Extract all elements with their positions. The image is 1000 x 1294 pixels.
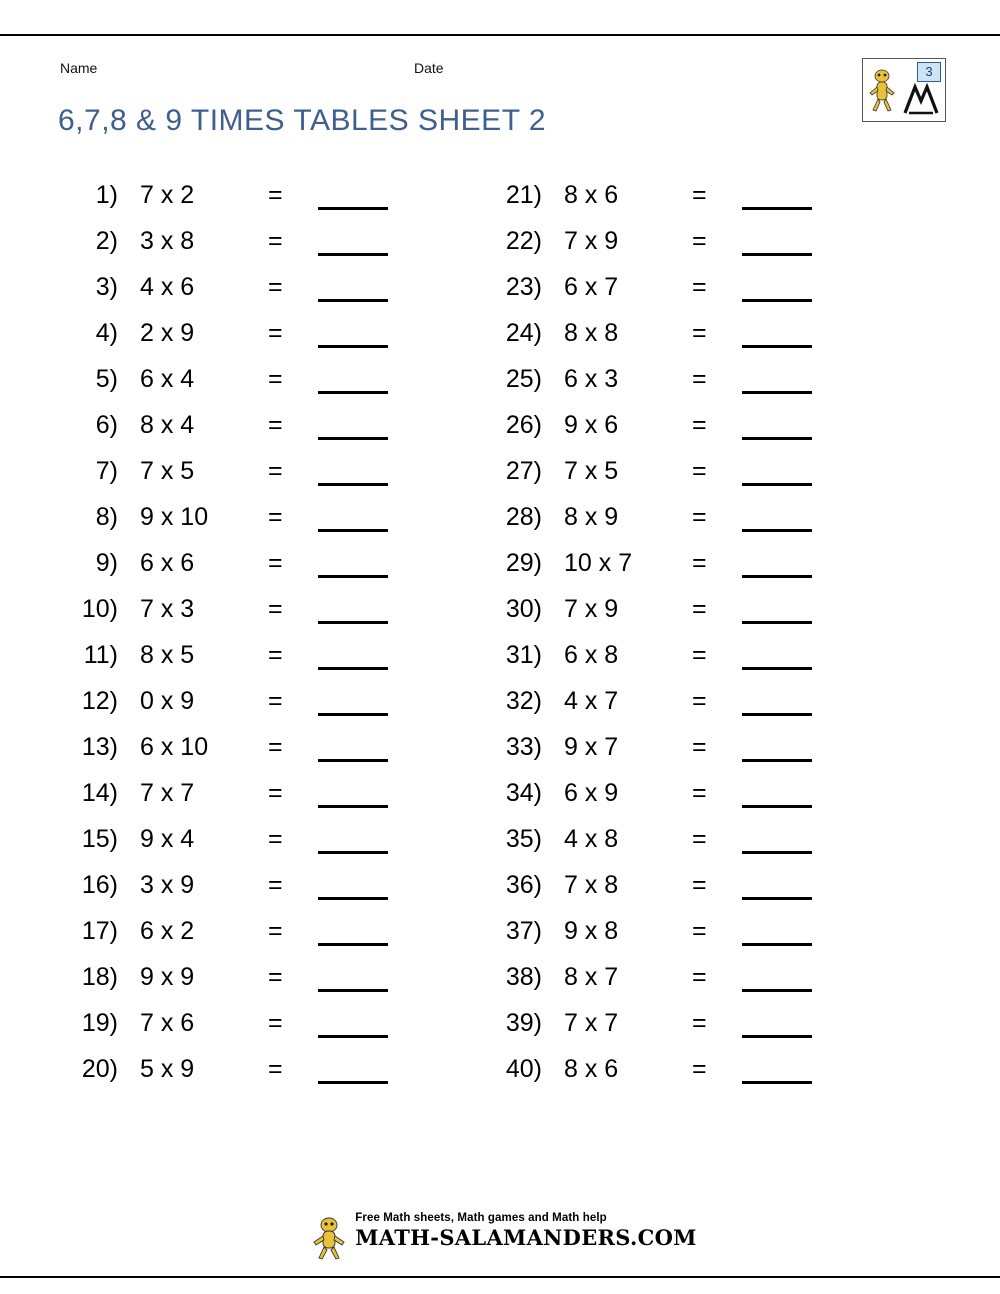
answer-blank[interactable] [738,318,828,348]
equals-sign: = [268,871,283,899]
answer-blank[interactable] [314,318,404,348]
question-row [480,364,920,410]
answer-blank[interactable] [314,226,404,256]
question-row [480,226,920,272]
question-expression: 0 x 9 [140,687,195,715]
question-expression: 6 x 10 [140,733,209,761]
equals-sign: = [692,871,707,899]
question-number: 13) [81,733,118,761]
question-row [480,732,920,778]
equals-sign: = [692,457,707,485]
answer-blank[interactable] [738,962,828,992]
answer-blank[interactable] [738,180,828,210]
question-expression: 9 x 7 [564,733,619,761]
question-row [480,640,920,686]
question-expression: 8 x 7 [564,963,619,991]
question-number: 20) [81,1055,118,1083]
answer-blank[interactable] [314,502,404,532]
question-row [56,456,496,502]
answer-blank[interactable] [314,410,404,440]
question-number: 1) [95,181,118,209]
question-row [56,410,496,456]
answer-blank[interactable] [314,824,404,854]
question-number: 29) [505,549,542,577]
answer-blank[interactable] [738,364,828,394]
question-row [480,870,920,916]
answer-blank[interactable] [314,180,404,210]
equals-sign: = [268,365,283,393]
equals-sign: = [268,779,283,807]
question-row [56,870,496,916]
answer-blank[interactable] [738,824,828,854]
equals-sign: = [692,825,707,853]
question-expression: 6 x 2 [140,917,195,945]
equals-sign: = [692,549,707,577]
question-row [480,180,920,226]
question-row [56,824,496,870]
question-expression: 4 x 8 [564,825,619,853]
question-row [56,778,496,824]
question-number: 37) [505,917,542,945]
equals-sign: = [692,733,707,761]
question-number: 30) [505,595,542,623]
equals-sign: = [268,457,283,485]
question-number: 35) [505,825,542,853]
equals-sign: = [692,411,707,439]
page-title: 6,7,8 & 9 TIMES TABLES SHEET 2 [58,104,546,137]
question-expression: 7 x 2 [140,181,195,209]
answer-blank[interactable] [738,870,828,900]
question-row [480,824,920,870]
question-number: 8) [95,503,118,531]
question-expression: 6 x 8 [564,641,619,669]
question-number: 26) [505,411,542,439]
question-number: 23) [505,273,542,301]
answer-blank[interactable] [738,410,828,440]
question-number: 15) [81,825,118,853]
question-number: 31) [505,641,542,669]
question-number: 18) [81,963,118,991]
question-row [480,594,920,640]
question-row [56,180,496,226]
question-number: 7) [95,457,118,485]
question-row [56,226,496,272]
equals-sign: = [268,319,283,347]
equals-sign: = [692,273,707,301]
answer-blank[interactable] [738,456,828,486]
equals-sign: = [268,963,283,991]
question-expression: 3 x 9 [140,871,195,899]
question-row [480,272,920,318]
answer-blank[interactable] [738,640,828,670]
question-row [480,502,920,548]
equals-sign: = [692,365,707,393]
equals-sign: = [268,227,283,255]
question-number: 25) [505,365,542,393]
math-salamanders-logo [862,58,946,122]
question-expression: 7 x 5 [564,457,619,485]
question-row [56,962,496,1008]
equals-sign: = [268,733,283,761]
question-number: 2) [95,227,118,255]
answer-blank[interactable] [314,1008,404,1038]
answer-blank[interactable] [314,272,404,302]
answer-blank[interactable] [738,548,828,578]
question-expression: 9 x 10 [140,503,209,531]
answer-blank[interactable] [738,226,828,256]
equals-sign: = [692,595,707,623]
equals-sign: = [268,917,283,945]
question-row [56,732,496,778]
question-expression: 8 x 8 [564,319,619,347]
question-row [56,272,496,318]
question-row [56,318,496,364]
question-number: 19) [81,1009,118,1037]
grade-badge: 3 [917,62,941,82]
question-number: 24) [505,319,542,347]
equals-sign: = [692,503,707,531]
footer-url: MATH-SALAMANDERS.COM [355,1225,697,1250]
salamander-icon [867,65,897,115]
question-expression: 7 x 9 [564,227,619,255]
equals-sign: = [268,549,283,577]
question-number: 16) [81,871,118,899]
equals-sign: = [692,917,707,945]
answer-blank[interactable] [314,686,404,716]
question-row [480,1008,920,1054]
equals-sign: = [692,963,707,991]
equals-sign: = [268,411,283,439]
answer-blank[interactable] [738,1008,828,1038]
questions-column-right [480,180,920,1100]
equals-sign: = [268,273,283,301]
question-expression: 9 x 4 [140,825,195,853]
question-row [56,502,496,548]
question-expression: 8 x 4 [140,411,195,439]
question-expression: 6 x 6 [140,549,195,577]
equals-sign: = [692,1009,707,1037]
question-row [56,1008,496,1054]
question-expression: 7 x 9 [564,595,619,623]
question-row [480,1054,920,1100]
question-expression: 8 x 9 [564,503,619,531]
question-number: 5) [95,365,118,393]
equals-sign: = [268,825,283,853]
answer-blank[interactable] [314,456,404,486]
answer-blank[interactable] [738,778,828,808]
question-number: 12) [81,687,118,715]
question-row [480,686,920,732]
equals-sign: = [268,1055,283,1083]
question-expression: 6 x 3 [564,365,619,393]
answer-blank[interactable] [314,732,404,762]
question-number: 36) [505,871,542,899]
question-expression: 10 x 7 [564,549,633,577]
question-number: 4) [95,319,118,347]
question-number: 9) [95,549,118,577]
question-expression: 7 x 7 [140,779,195,807]
question-row [56,594,496,640]
question-number: 3) [95,273,118,301]
question-expression: 6 x 9 [564,779,619,807]
question-expression: 8 x 5 [140,641,195,669]
question-number: 22) [505,227,542,255]
answer-blank[interactable] [738,1054,828,1084]
question-number: 21) [505,181,542,209]
question-number: 14) [81,779,118,807]
question-number: 40) [505,1055,542,1083]
equals-sign: = [692,779,707,807]
answer-blank[interactable] [314,870,404,900]
question-number: 11) [83,641,118,669]
question-expression: 6 x 7 [564,273,619,301]
question-row [480,548,920,594]
equals-sign: = [692,227,707,255]
answer-blank[interactable] [738,916,828,946]
question-row [480,916,920,962]
question-expression: 9 x 8 [564,917,619,945]
answer-blank[interactable] [738,594,828,624]
answer-blank[interactable] [314,640,404,670]
footer-tagline: Free Math sheets, Math games and Math help [355,1212,607,1224]
question-row [56,640,496,686]
question-row [56,1054,496,1100]
question-row [480,318,920,364]
question-row [56,686,496,732]
question-expression: 9 x 9 [140,963,195,991]
question-number: 10) [81,595,118,623]
answer-blank[interactable] [314,1054,404,1084]
question-number: 28) [505,503,542,531]
question-expression: 7 x 3 [140,595,195,623]
question-expression: 4 x 6 [140,273,195,301]
answer-blank[interactable] [314,916,404,946]
question-expression: 8 x 6 [564,1055,619,1083]
questions-column-left [56,180,496,1100]
question-expression: 3 x 8 [140,227,195,255]
question-number: 38) [505,963,542,991]
m-letter-icon [901,81,941,117]
question-row [480,778,920,824]
question-row [56,364,496,410]
equals-sign: = [268,1009,283,1037]
answer-blank[interactable] [738,502,828,532]
question-number: 39) [505,1009,542,1037]
equals-sign: = [268,595,283,623]
question-row [56,916,496,962]
question-expression: 4 x 7 [564,687,619,715]
question-expression: 7 x 7 [564,1009,619,1037]
equals-sign: = [268,503,283,531]
question-expression: 7 x 8 [564,871,619,899]
equals-sign: = [692,687,707,715]
question-number: 6) [95,411,118,439]
footer [0,1212,1000,1250]
answer-blank[interactable] [738,732,828,762]
question-expression: 6 x 4 [140,365,195,393]
question-row [480,962,920,1008]
question-row [480,410,920,456]
answer-blank[interactable] [314,594,404,624]
equals-sign: = [692,319,707,347]
footer-salamander-icon [309,1214,349,1260]
answer-blank[interactable] [314,548,404,578]
top-divider [0,34,1000,36]
question-number: 27) [505,457,542,485]
question-number: 17) [81,917,118,945]
question-number: 33) [505,733,542,761]
question-expression: 9 x 6 [564,411,619,439]
question-row [480,456,920,502]
answer-blank[interactable] [314,962,404,992]
bottom-divider [0,1276,1000,1278]
equals-sign: = [268,641,283,669]
question-expression: 5 x 9 [140,1055,195,1083]
question-expression: 7 x 6 [140,1009,195,1037]
question-number: 32) [505,687,542,715]
answer-blank[interactable] [738,686,828,716]
equals-sign: = [268,181,283,209]
equals-sign: = [692,1055,707,1083]
answer-blank[interactable] [314,778,404,808]
answer-blank[interactable] [738,272,828,302]
equals-sign: = [268,687,283,715]
equals-sign: = [692,181,707,209]
question-number: 34) [505,779,542,807]
question-expression: 8 x 6 [564,181,619,209]
equals-sign: = [692,641,707,669]
date-label: Date [414,60,444,76]
question-expression: 7 x 5 [140,457,195,485]
answer-blank[interactable] [314,364,404,394]
question-expression: 2 x 9 [140,319,195,347]
name-label: Name [60,60,98,76]
question-row [56,548,496,594]
